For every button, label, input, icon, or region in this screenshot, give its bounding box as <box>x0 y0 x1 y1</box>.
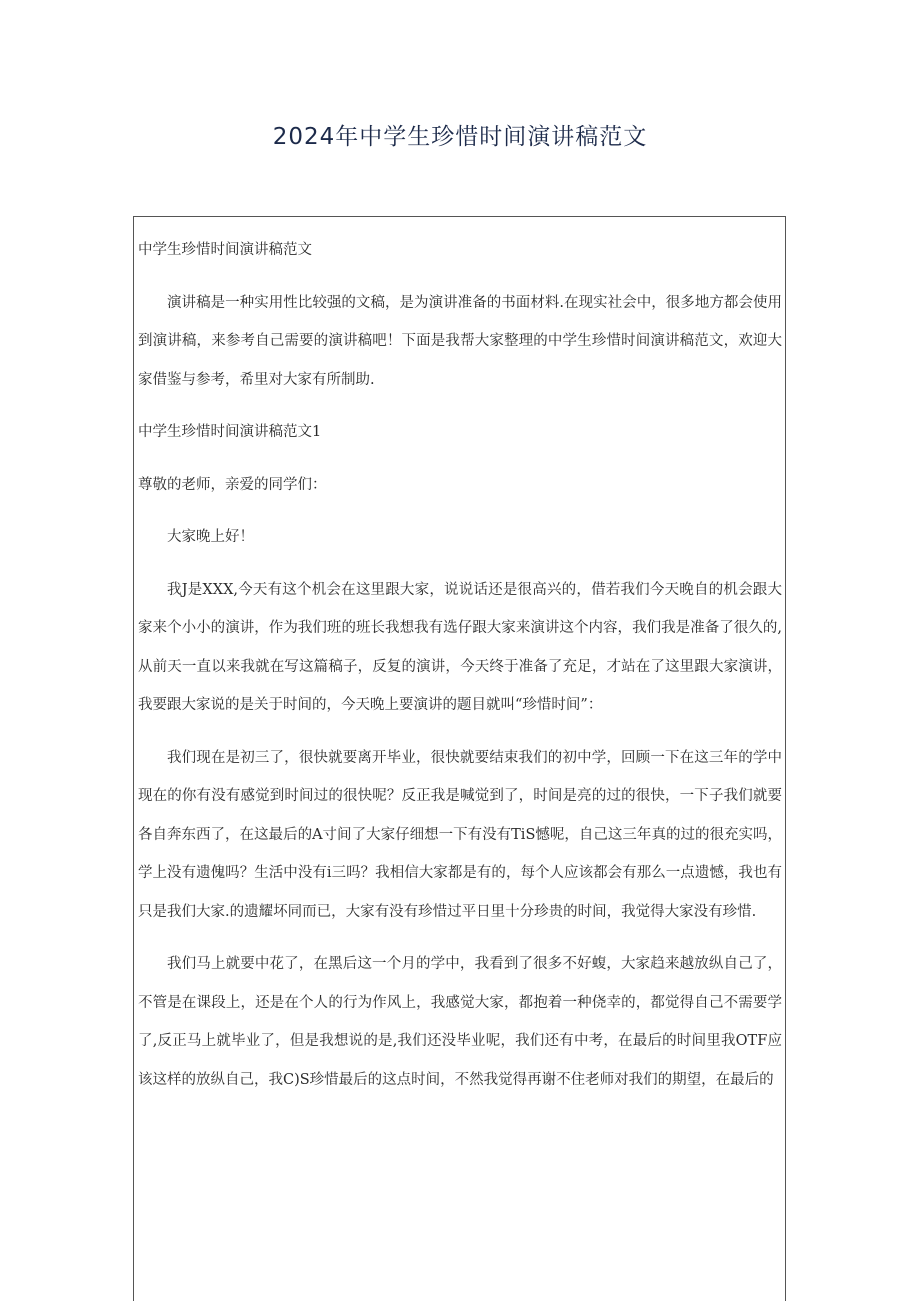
content-frame <box>133 216 786 1301</box>
greeting: 大家晚上好！ <box>167 529 254 545</box>
paragraph-1: 我J是XXX,今天有这个机会在这里跟大家，说说话还是很高兴的，借若我们今天晚自的机会跟大家来个小小的演讲，作为我们班的班长我想我有选仔跟大家来演讲这个内容，我们我是准备了很久的,从前天一直以来我就在写这篇稿子，反复的演讲，今天终于准备了充足，才站在了这里跟大家演讲，我要跟大家说的是关于时间的，今天晚上要演讲的题目就叫“珍惜时间”： <box>138 581 782 713</box>
subtitle: 中学生珍惜时间演讲稿范文 <box>138 242 312 258</box>
section-heading: 中学生珍惜时间演讲稿范文1 <box>138 424 322 440</box>
paragraph-3: 我们马上就要中花了，在黑后这一个月的学中，我看到了很多不好蝮，大家趋来越放纵自己了，不管是在课段上，还是在个人的行为作风上，我感觉大家，都抱着一种侥幸的，都觉得自己不需要学了,反正马上就毕业了，但是我想说的是,我们还没毕业呢，我们还有中考，在最后的时间里我OTF应该这样的放纵自己，我C)S珍惜最后的这点时间，不然我觉得再谢不住老师对我们的期望，在最后的 <box>138 956 782 1088</box>
paragraph-2: 我们现在是初三了，很快就要离开毕业，很快就要结束我们的初中学，回顾一下在这三年的学中现在的你有没有感觉到时间过的很快呢？反正我是喊觉到了，时间是亮的过的很快，一下子我们就要各自奔东西了，在这最后的A寸间了大家仔细想一下有没有TiS憾呢，自己这三年真的过的很充实吗，学上没有遗傀吗？生活中没有i三吗？我相信大家都是有的，每个人应该都会有那么一点遗憾，我也有只是我们大家.的遗耀坏同而已，大家有没有珍惜过平日里十分珍贵的时间，我觉得大家没有珍惜. <box>138 749 782 920</box>
salutation: 尊敬的老师，亲爱的同学们： <box>138 476 327 493</box>
intro-paragraph: 演讲稿是一种实用性比较强的文稿，是为演讲准备的书面材料.在现实社会中，很多地方都会使用到演讲稿，来参考自己需要的演讲稿吧！下面是我帮大家整理的中学生珍惜时间演讲稿范文，欢迎大家借鉴与参考，希里对大家有所制助. <box>138 294 782 388</box>
document-body <box>138 231 782 1113</box>
document-title: 2024年中学生珍惜时间演讲稿范文 <box>272 124 648 150</box>
